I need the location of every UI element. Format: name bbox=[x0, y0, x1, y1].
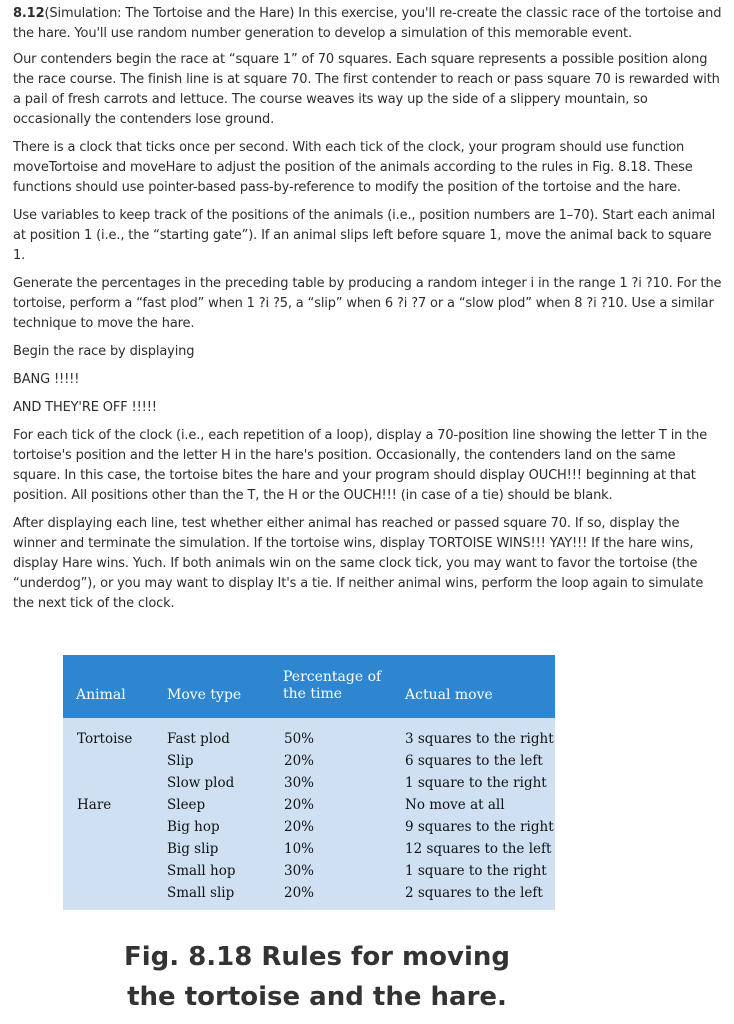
table-cell bbox=[77, 772, 132, 794]
header-move-type: Move type bbox=[167, 687, 242, 703]
intro-paragraph bbox=[13, 4, 723, 44]
figure-caption: Fig. 8.18 Rules for moving the tortoise and the hare. bbox=[123, 942, 510, 1012]
paragraph-bang: BANG !!!!! bbox=[13, 372, 80, 387]
exercise-intro: (Simulation: The Tortoise and the Hare) In this exercise, you'll re-create the classic race of the tortoise and the hare. You'll use random number generation to develop a simulation of this memorable event. bbox=[13, 6, 722, 41]
column-percentage bbox=[284, 728, 314, 904]
table-cell bbox=[77, 882, 132, 904]
table-cell: 20% bbox=[284, 797, 315, 813]
exercise-text bbox=[13, 4, 723, 622]
table-cell: 10% bbox=[284, 841, 315, 857]
table-cell bbox=[77, 750, 132, 772]
table-cell: 50% bbox=[284, 731, 315, 747]
table-cell: 3 squares to the right bbox=[405, 731, 554, 747]
table-cell: Small hop bbox=[167, 863, 236, 879]
paragraph-off: AND THEY'RE OFF !!!!! bbox=[13, 400, 157, 415]
table-cell: No move at all bbox=[405, 797, 505, 813]
table-cell: 1 square to the right bbox=[405, 863, 547, 879]
paragraph-tick: For each tick of the clock (i.e., each repetition of a loop), display a 70-position line showing the letter T in the tortoise's position and the letter H in the hare's position. Occasionally, the contenders land on the same square. In this case, the tortoise bites the hare and your program should display OUCH!!! beginning at that position. All positions other than the T, the H or the OUCH!!! (in case of a tie) should be blank. bbox=[13, 428, 708, 503]
table-cell: 30% bbox=[284, 775, 315, 791]
table-cell: Slow plod bbox=[167, 775, 235, 791]
rules-table bbox=[63, 655, 555, 910]
table-cell: 12 squares to the left bbox=[405, 841, 552, 857]
exercise-number: 8.12 bbox=[13, 6, 45, 21]
table-cell: Tortoise bbox=[77, 731, 133, 747]
table-cell bbox=[77, 838, 132, 860]
table-cell: 2 squares to the left bbox=[405, 885, 543, 901]
header-percentage-line1: Percentage of bbox=[283, 669, 382, 685]
table-cell: 6 squares to the left bbox=[405, 753, 543, 769]
table-cell: Hare bbox=[77, 797, 112, 813]
column-animal bbox=[77, 728, 132, 904]
table-cell: Slip bbox=[167, 753, 194, 769]
table-cell: Big hop bbox=[167, 819, 220, 835]
table-header bbox=[63, 655, 555, 718]
table-cell: Big slip bbox=[167, 841, 219, 857]
table-cell: Small slip bbox=[167, 885, 235, 901]
table-cell bbox=[77, 860, 132, 882]
paragraph-race-setup: Our contenders begin the race at “square 1” of 70 squares. Each square represents a possible position along the race course. The finish line is at square 70. The first contender to reach or pass square 70 is rewarded with a pail of fresh carrots and lettuce. The course weaves its way up the side of a slippery mountain, so occasionally the contenders lose ground. bbox=[13, 52, 720, 127]
paragraph-begin: Begin the race by displaying bbox=[13, 344, 195, 359]
table-cell: Sleep bbox=[167, 797, 206, 813]
paragraph-percentages: Generate the percentages in the preceding table by producing a random integer i in the range 1 ?i ?10. For the tortoise, perform a “fast plod” when 1 ?i ?5, a “slip” when 6 ?i ?7 or a “slow plod” when 8 ?i ?10. Use a similar technique to move the hare. bbox=[13, 276, 722, 331]
column-actual-move bbox=[405, 728, 554, 904]
table-cell: Fast plod bbox=[167, 731, 230, 747]
paragraph-clock: There is a clock that ticks once per second. With each tick of the clock, your program should use function moveTortoise and moveHare to adjust the position of the animals according to the rules in Fig. 8.18. These functions should use pointer-based pass-by-reference to modify the position of the tortoise and the hare. bbox=[13, 140, 693, 195]
column-move-type bbox=[167, 728, 236, 904]
paragraph-winner: After displaying each line, test whether either animal has reached or passed square 70. If so, display the winner and terminate the simulation. If the tortoise wins, display TORTOISE WINS!!! YAY!!! If the hare wins, display Hare wins. Yuch. If both animals win on the same clock tick, you may want to favor the tortoise (the “underdog”), or you may want to display It's a tie. If neither animal wins, perform the loop again to simulate the next tick of the clock. bbox=[13, 516, 704, 611]
header-percentage-line2: the time bbox=[283, 686, 343, 702]
paragraph-variables: Use variables to keep track of the positions of the animals (i.e., position numbers are 1–70). Start each animal at position 1 (i.e., the “starting gate”). If an animal slips left before square 1, move the animal back to square 1. bbox=[13, 208, 716, 263]
table-cell: 20% bbox=[284, 753, 315, 769]
header-animal: Animal bbox=[76, 687, 126, 703]
table-cell: 1 square to the right bbox=[405, 775, 547, 791]
table-cell: 9 squares to the right bbox=[405, 819, 554, 835]
table-cell: 20% bbox=[284, 885, 315, 901]
table-cell: 20% bbox=[284, 819, 315, 835]
table-cell bbox=[77, 816, 132, 838]
header-actual-move: Actual move bbox=[405, 687, 493, 703]
table-cell: 30% bbox=[284, 863, 315, 879]
